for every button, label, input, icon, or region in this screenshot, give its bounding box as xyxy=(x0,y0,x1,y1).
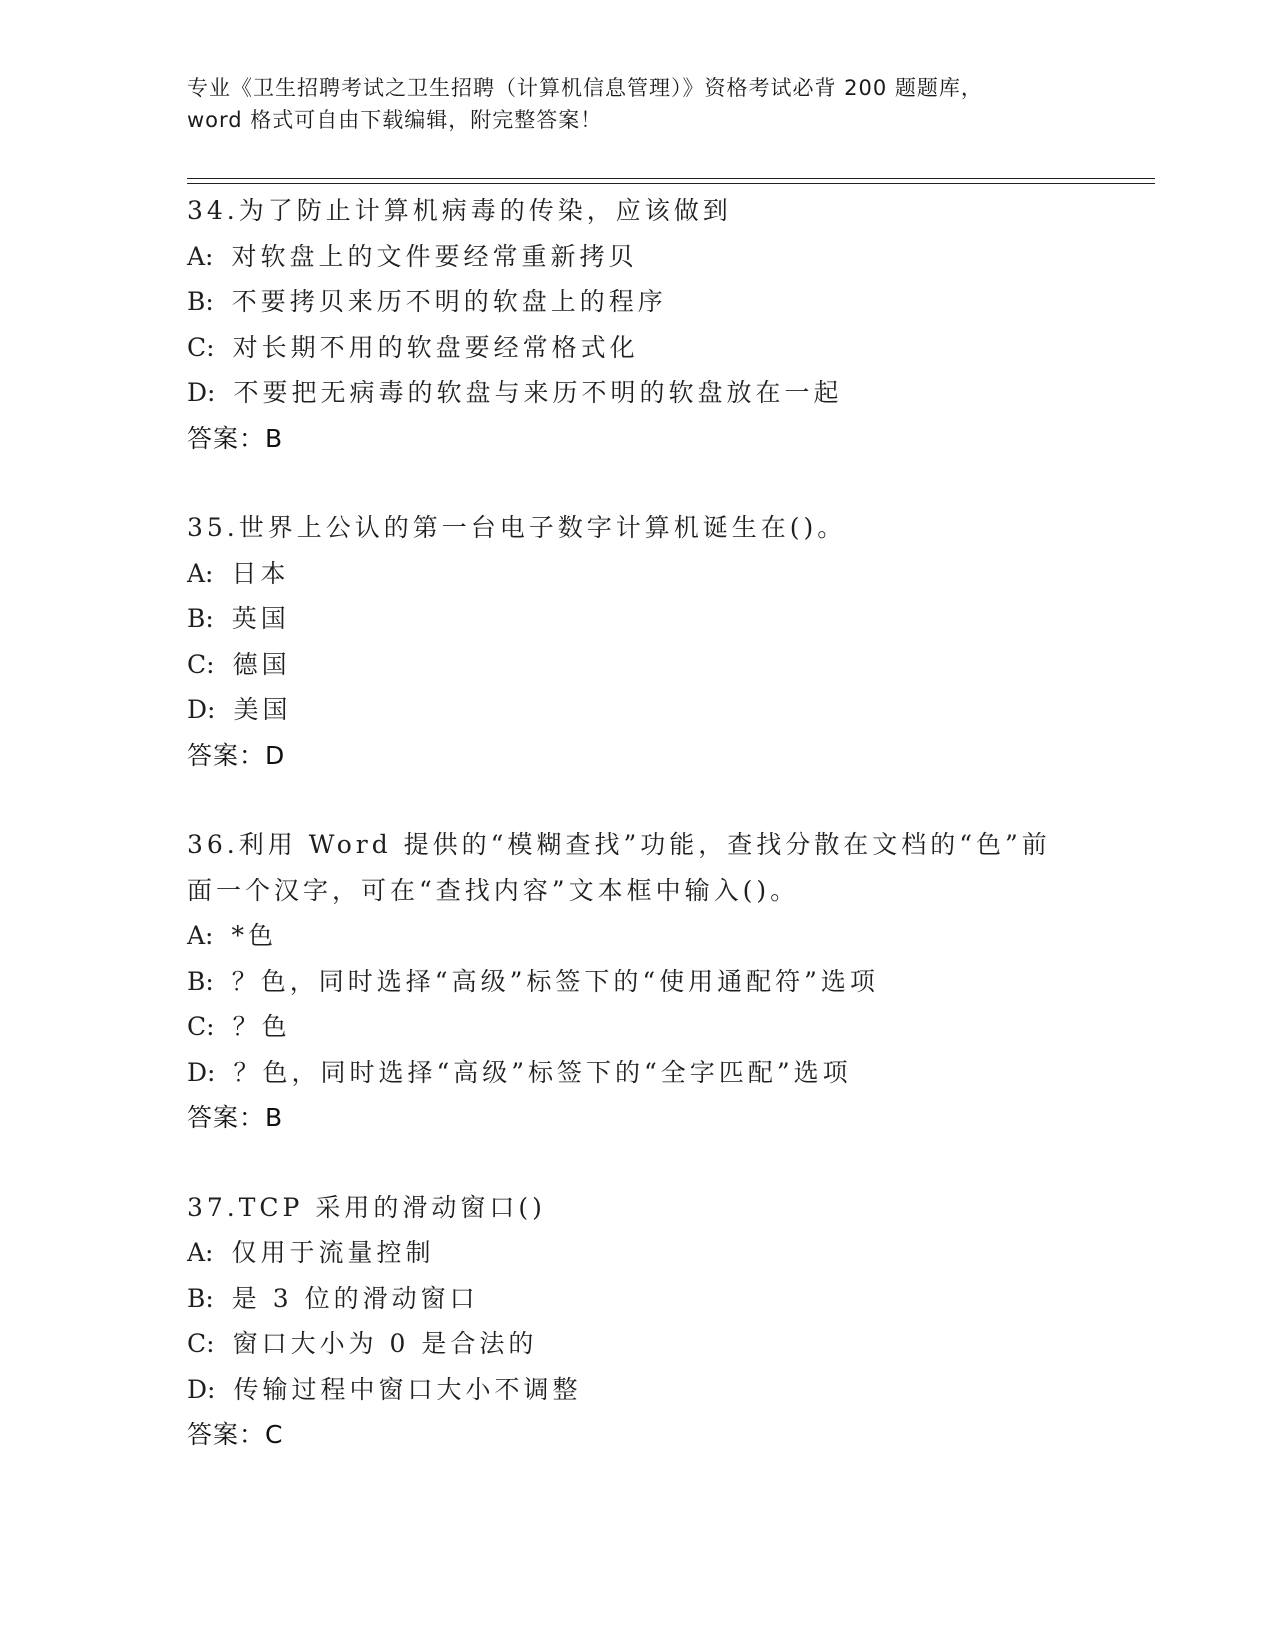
question-text: 37.TCP 采用的滑动窗口() xyxy=(187,1192,546,1222)
header-line-1: 专业《卫生招聘考试之卫生招聘（计算机信息管理）》资格考试必背 200 题题库， xyxy=(187,76,983,100)
option-text: 对软盘上的文件要经常重新拷贝 xyxy=(231,241,638,271)
option-text: 传输过程中窗口大小不调整 xyxy=(233,1374,582,1404)
option-a xyxy=(187,234,1155,280)
option-text: 不要拷贝来历不明的软盘上的程序 xyxy=(231,287,667,316)
question-text: 36.利用 Word 提供的“模糊查找”功能，查找分散在文档的“色”前 xyxy=(187,830,1051,859)
answer-line: 答案：B xyxy=(187,423,284,453)
option-d xyxy=(187,1367,1155,1413)
question-36 xyxy=(187,822,1155,1141)
option-d xyxy=(187,687,1155,733)
option-b xyxy=(187,596,1155,642)
option-key: B: xyxy=(187,966,214,996)
option-text: ？色，同时选择“高级”标签下的“使用通配符”选项 xyxy=(231,966,879,996)
question-text: 35.世界上公认的第一台电子数字计算机诞生在()。 xyxy=(187,513,847,542)
option-text: ？色 xyxy=(232,1012,291,1041)
option-key: A: xyxy=(187,921,214,950)
option-c xyxy=(187,1321,1155,1367)
option-b xyxy=(187,959,1155,1005)
answer-line: 答案：C xyxy=(187,1420,284,1449)
option-text: 窗口大小为 0 是合法的 xyxy=(232,1329,538,1358)
header-divider-bottom xyxy=(187,183,1155,184)
option-key: C: xyxy=(187,1012,215,1041)
option-text: 是 3 位的滑动窗口 xyxy=(231,1283,479,1313)
question-34 xyxy=(187,188,1155,461)
option-text: 对长期不用的软盘要经常格式化 xyxy=(232,332,639,362)
question-35 xyxy=(187,505,1155,778)
question-text-continued: 面一个汉字，可在“查找内容”文本框中输入()。 xyxy=(187,875,800,905)
option-text: 不要把无病毒的软盘与来历不明的软盘放在一起 xyxy=(233,378,843,407)
option-d xyxy=(187,1050,1155,1096)
option-key: C: xyxy=(187,649,215,679)
question-list xyxy=(187,188,1155,1502)
header-divider-top xyxy=(187,178,1155,179)
option-b xyxy=(187,279,1155,325)
option-key: B: xyxy=(187,287,214,316)
option-c xyxy=(187,642,1155,688)
option-key: B: xyxy=(187,1283,214,1313)
option-key: A: xyxy=(187,558,214,588)
option-key: D: xyxy=(187,378,216,407)
option-key: A: xyxy=(187,241,214,271)
answer-line: 答案：B xyxy=(187,1103,284,1132)
option-text: *色 xyxy=(231,921,277,950)
question-37 xyxy=(187,1185,1155,1458)
option-key: D: xyxy=(187,1374,216,1404)
option-a xyxy=(187,1230,1155,1276)
option-text: 美国 xyxy=(233,695,292,724)
option-text: ？色，同时选择“高级”标签下的“全字匹配”选项 xyxy=(233,1057,852,1087)
option-key: C: xyxy=(187,332,215,362)
option-b xyxy=(187,1276,1155,1322)
option-text: 德国 xyxy=(232,649,291,679)
option-c xyxy=(187,1004,1155,1050)
option-text: 英国 xyxy=(231,604,290,633)
option-key: B: xyxy=(187,604,214,633)
option-text: 日本 xyxy=(231,558,290,588)
option-c xyxy=(187,325,1155,371)
option-key: C: xyxy=(187,1329,215,1358)
question-text: 34.为了防止计算机病毒的传染，应该做到 xyxy=(187,196,732,225)
option-key: D: xyxy=(187,695,216,724)
answer-line: 答案：D xyxy=(187,740,286,770)
option-text: 仅用于流量控制 xyxy=(231,1238,435,1267)
option-a xyxy=(187,551,1155,597)
document-header xyxy=(187,72,1087,136)
option-a xyxy=(187,913,1155,959)
option-d xyxy=(187,370,1155,416)
option-key: D: xyxy=(187,1057,216,1087)
header-line-2: word 格式可自由下载编辑，附完整答案！ xyxy=(187,108,603,132)
option-key: A: xyxy=(187,1238,214,1267)
